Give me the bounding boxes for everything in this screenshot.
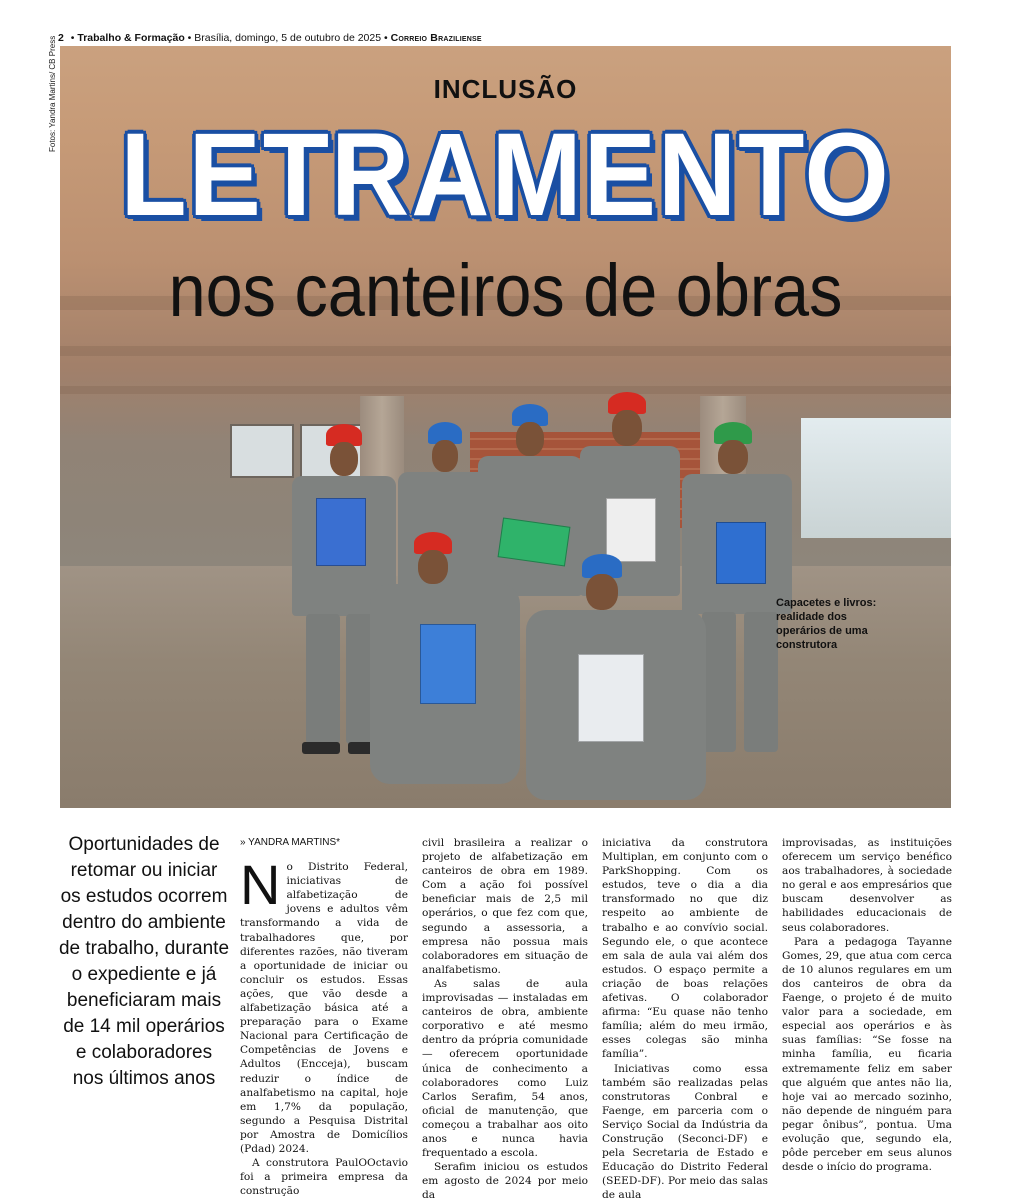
article-column-1 xyxy=(240,836,408,1198)
byline: » YANDRA MARTINS* xyxy=(240,836,408,850)
article-paragraph: A construtora PaulOOctavio foi a primeira empresa da construção xyxy=(240,1156,408,1198)
page-header xyxy=(58,32,482,44)
ceiling-beam xyxy=(60,386,951,394)
background-window xyxy=(230,424,294,478)
standfirst: Oportunidades de retomar ou iniciar os estudos ocorrem dentro do ambiente de trabalho, durante o expediente e já beneficiaram mais de 14 mil operários e colaboradores nos últimos anos xyxy=(58,832,230,1092)
worker-leg xyxy=(702,612,736,752)
worker-leg xyxy=(306,614,340,744)
section-name: Trabalho & Formação xyxy=(77,32,184,44)
notebook-icon xyxy=(420,624,476,704)
article-paragraph: improvisadas, as instituições oferecem um serviço benéfico aos trabalhadores, à sociedade no geral e aos empresários que buscam desenvolver as habilidades educacionais de seus colaboradores. xyxy=(782,836,952,935)
notebook-icon xyxy=(606,498,656,562)
newspaper-brand: Correio Braziliense xyxy=(391,32,482,44)
header-bullet: • xyxy=(384,32,388,44)
notebook-icon xyxy=(716,522,766,584)
kicker: INCLUSÃO xyxy=(60,74,951,105)
worker-head xyxy=(612,410,642,446)
photo-credit: Fotos: Yandra Martins/ CB Press xyxy=(48,36,57,152)
header-bullet: • xyxy=(188,32,192,44)
worker-leg xyxy=(744,612,778,752)
page-number: 2 xyxy=(58,32,64,44)
article-paragraph: civil brasileira a realizar o projeto de alfabetização em canteiros de obra em 1989. Com a ação foi possível beneficiar mais de 2,5 mil operários, o que fez com que, segundo a assessoria, a empresa não possua mais colaboradores em situação de analfabetismo. xyxy=(422,836,588,977)
header-bullet: • xyxy=(71,32,75,44)
photo-caption: Capacetes e livros: realidade dos operários de uma construtora xyxy=(776,596,886,652)
worker-head xyxy=(516,422,544,456)
article-paragraph: As salas de aula improvisadas — instaladas em canteiros de obra, ambiente corporativo e até mesmo dentro da própria comunidade — oferecem oportunidade única de conhecimento a colaboradores como Luiz Carlos Serafim, 54 anos, oficial de manutenção, que começou a trabalhar aos oito anos e nunca havia frequentado a escola. xyxy=(422,977,588,1160)
worker-shoe xyxy=(302,742,340,754)
worker-head xyxy=(330,442,358,476)
article-column-2 xyxy=(422,836,588,1202)
headline-title: LETRAMENTO xyxy=(96,116,916,234)
ceiling-beam xyxy=(60,346,951,356)
article-paragraph: o Distrito Federal, iniciativas de alfabetização de jovens e adultos vêm transformando a vida de trabalhadores que, por diferentes razões, não tiveram a oportunidade de iniciar ou concluir os estudos. Essas ações, que vão desde a alfabetização básica até a preparação para o Exame Nacional para Certificação de Competências de Jovens e Adultos (Encceja), buscam reduzir o índice de analfabetismo na capital, hoje em 1,7% da população, segundo a Pesquisa Distrital por Amostra de Domicílios (Pdad) 2024. xyxy=(240,860,408,1156)
drop-cap: N xyxy=(240,862,280,908)
headline-subtitle: nos canteiros de obras xyxy=(105,254,907,328)
article-column-4 xyxy=(782,836,952,1174)
article-paragraph: Serafim iniciou os estudos em agosto de 2024 por meio da xyxy=(422,1160,588,1202)
article-paragraph: iniciativa da construtora Multiplan, em conjunto com o ParkShopping. Com os estudos, teve o dia a dia transformado no que diz respeito ao ambiente de trabalho e ao convívio social. Segundo ele, o que acontece em sala de aula vai além dos estudos. O espaço permite a criação de boas relações afetivas. O colaborador afirma: “Eu quase não tenho família; além do meu irmão, esses colegas são minha família”. xyxy=(602,836,768,1062)
worker-head xyxy=(418,550,448,584)
worker-head xyxy=(718,440,748,474)
dateline: Brasília, domingo, 5 de outubro de 2025 xyxy=(194,32,381,44)
lead-photo xyxy=(60,46,951,808)
notebook-icon xyxy=(316,498,366,566)
worker-head xyxy=(586,574,618,610)
worker-head xyxy=(432,440,458,472)
booklet-icon xyxy=(578,654,644,742)
article-paragraph: Para a pedagoga Tayanne Gomes, 29, que atua com cerca de 10 alunos regulares em um dos canteiros de obra da Faenge, o projeto é de muito valor para a sociedade, em especial aos operários e às suas famílias: “Se fosse na minha família, eu ficaria extremamente feliz em saber que alguém que antes não lia, hoje vai ao mercado sozinho, não depende de ninguém para pegar ônibus”, pontua. Uma evolução que, segundo ela, pôde perceber em seus alunos desde o início do programa. xyxy=(782,935,952,1175)
article-column-3 xyxy=(602,836,768,1202)
article-paragraph: Iniciativas como essa também são realizadas pelas construtoras Conbral e Faenge, em parceria com o Serviço Social da Indústria da Construção (Seconci-DF) e pela Secretaria de Estado e Educação do Distrito Federal (SEED-DF). Por meio das salas de aula xyxy=(602,1062,768,1202)
background-sky xyxy=(801,418,951,538)
